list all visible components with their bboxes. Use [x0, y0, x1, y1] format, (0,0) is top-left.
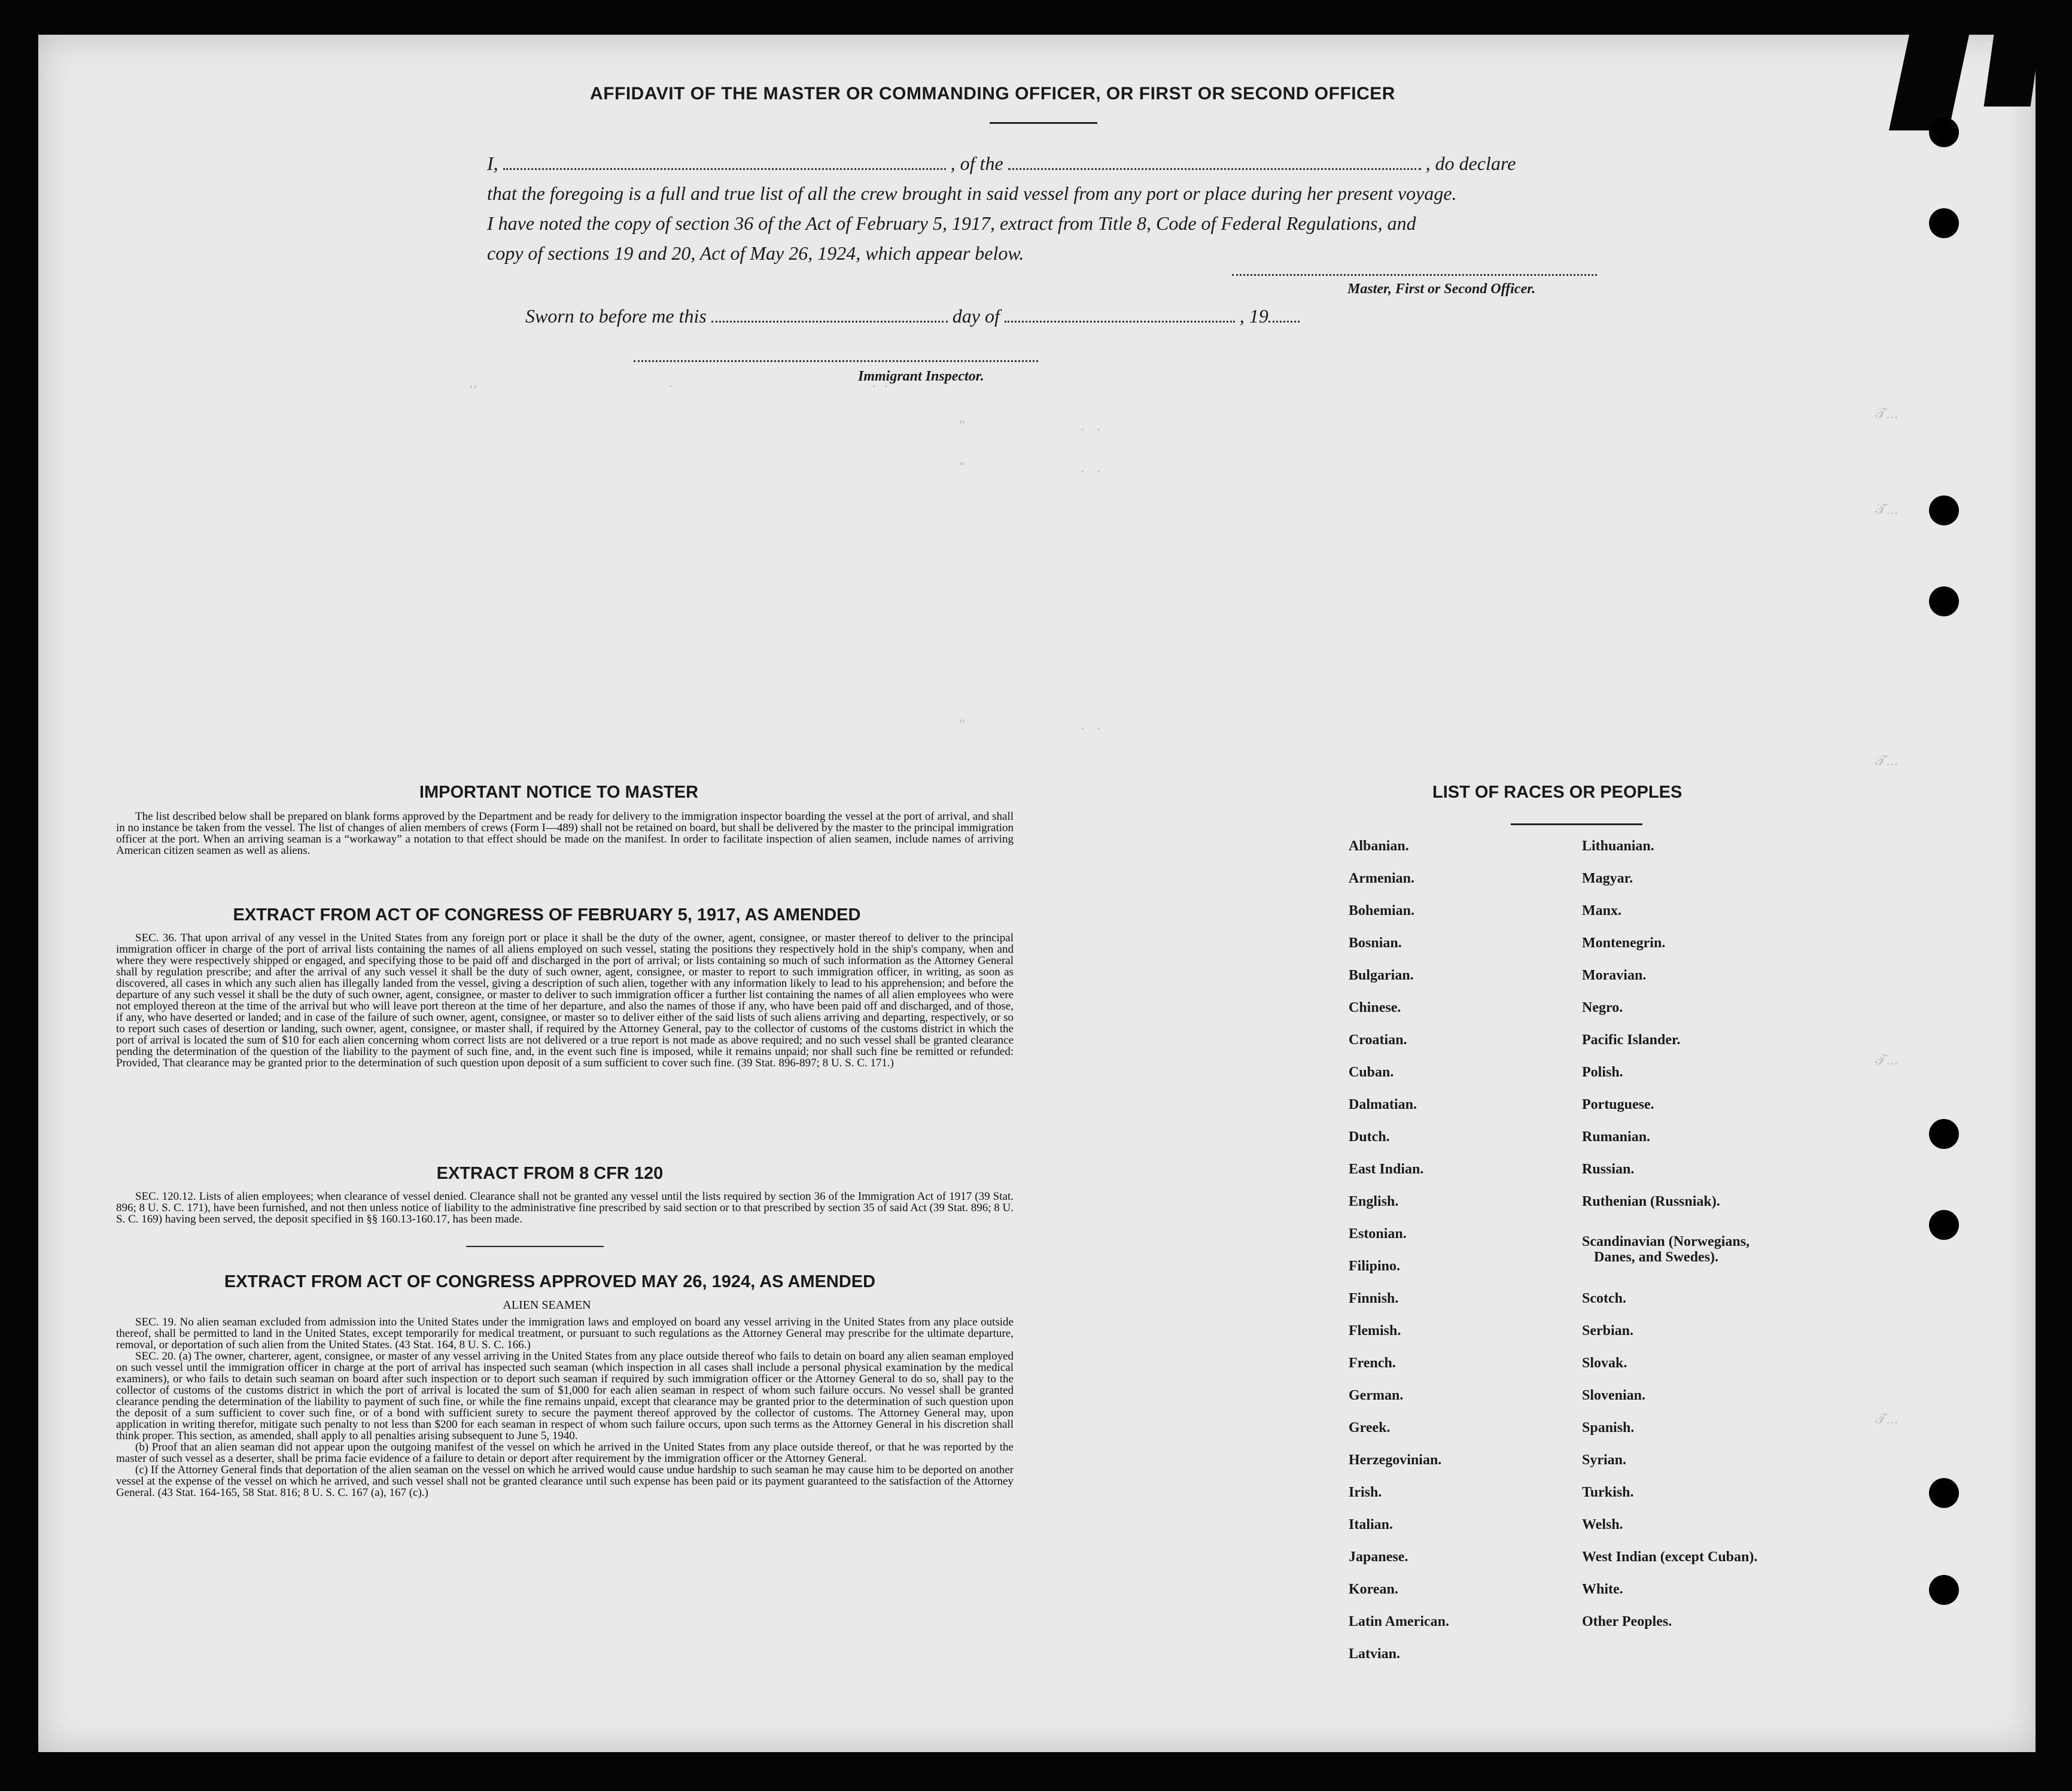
punch-hole [1929, 495, 1959, 525]
race-item: Portuguese. [1582, 1097, 1654, 1112]
race-item: West Indian (except Cuban). [1582, 1549, 1758, 1565]
race-item: Cuban. [1349, 1065, 1394, 1080]
punch-hole [1929, 117, 1959, 147]
affidavit-title: AFFIDAVIT OF THE MASTER OR COMMANDING OFFICER, OR FIRST OR SECOND OFFICER [590, 84, 1395, 104]
year-label: , 19 [1239, 305, 1268, 327]
race-item: Magyar. [1582, 871, 1633, 886]
sworn-day-field[interactable] [711, 305, 948, 323]
race-item: Polish. [1582, 1065, 1623, 1080]
race-item: Bohemian. [1349, 903, 1415, 919]
notice-title: IMPORTANT NOTICE TO MASTER [419, 783, 699, 802]
punch-hole [1929, 208, 1959, 238]
races-title: LIST OF RACES OR PEOPLES [1432, 783, 1682, 802]
sec-36-paragraph: SEC. 36. That upon arrival of any vessel in the United States from any foreign port or place it shall be the duty of the owner, agent, consignee, or master thereof to deliver to the principal immigration officer in charge of the port of arrival lists containing the names of all aliens employed on such vessel, stating the positions they respectively hold in the ship's company, when and where they were respectively shipped or engaged, and specifying those to be paid off and discharged in the port of arrival; or lists containing so much of such information as the Attorney General shall by regulation prescribe; and after the arrival of any such vessel it shall be the duty of such owner, agent, consignee, or master to report to such immigration officer, in writing, as soon as discovered, all cases in which any such alien has illegally landed from the vessel, giving a description of such alien, together with any information likely to lead to his apprehension; and before the departure of any such vessel it shall be the duty of such owner, agent, consignee, or master to deliver to such immigration officer a further list containing the names of all alien employees who were not employed thereon at the time of the arrival but who will leave port thereon at the time of her departure, and also the names of those if any, who have been paid off and discharged, and of those, if any, who have deserted or landed; and in case of the failure of such owner, agent, consignee, or master so to deliver either of the said lists of such aliens arriving and departing, respectively, or so to report such cases of desertion or landing, such owner, agent, consignee, or master shall, if required by the Attorney General, pay to the collector of customs of the customs district in which the port of arrival is located the sum of $10 for each alien concerning whom correct lists are not delivered or a true report is not made as above required; and no such vessel shall be granted clearance pending the determination of the question of the liability to the payment of such fine, and, in the event such fine is imposed, while it remains unpaid; nor shall such fine be remitted or refunded: Provided, That clearance may be granted prior to the determination of such question upon deposit of a sum sufficient to cover such fine. (39 Stat. 896-897; 8 U. S. C. 171.) [116, 932, 1014, 1069]
sec-120-12-paragraph: SEC. 120.12. Lists of alien employees; when clearance of vessel denied. Clearance shall not be granted any vessel until the lists required by section 36 of the Immigration Act of 1917 (39 Stat. 896; 8 U. S. C. 171), have been furnished, and not then unless notice of liability to the administrative fine prescribed by said section or to that prescribed by section 35 of said Act (39 Stat. 896; 8 U. S. C. 169) having been served, the deposit specified in §§ 160.13-160.17, has been made. [116, 1190, 1014, 1226]
race-item: Scandinavian (Norwegians, [1582, 1234, 1750, 1249]
sworn-line [525, 305, 1300, 327]
sec-20c-paragraph: (c) If the Attorney General finds that deportation of the alien seaman on the vessel on which he arrived would cause undue hardship to such seaman he may cause him to be deported on another vessel at the expense of the vessel on which he arrived, and such vessel shall not be granted clearance until such expense has been paid or its payment guaranteed to the satisfaction of the Attorney General. (43 Stat. 164-165, 58 Stat. 816; 8 U. S. C. 167 (a), 167 (c).) [116, 1464, 1014, 1499]
race-item: Montenegrin. [1582, 935, 1666, 951]
race-item: Turkish. [1582, 1485, 1634, 1500]
race-item: Slovenian. [1582, 1388, 1646, 1403]
race-item: English. [1349, 1194, 1399, 1209]
declaration-line-3: I have noted the copy of section 36 of the Act of February 5, 1917, extract from Title 8, Code of Federal Regulations, and [487, 212, 1416, 234]
race-item: Italian. [1349, 1517, 1393, 1532]
race-item: Spanish. [1582, 1420, 1635, 1436]
race-item: Danes, and Swedes). [1594, 1249, 1719, 1265]
race-item: Dutch. [1349, 1129, 1390, 1145]
punch-hole [1929, 1478, 1959, 1508]
race-item: Moravian. [1582, 968, 1647, 983]
race-item: Latin American. [1349, 1614, 1449, 1629]
extract-1924-subtitle: ALIEN SEAMEN [503, 1299, 591, 1312]
extract-1917-text [116, 932, 1014, 1069]
race-item: Croatian. [1349, 1032, 1407, 1048]
race-item: Chinese. [1349, 1000, 1401, 1015]
bleed-through-texture: ,, . . . " . . " . . " . . 𝒯... 𝒯... 𝒯... 𝒯... 𝒯... [469, 375, 1898, 1427]
i-label: I, [487, 153, 498, 174]
race-item: Filipino. [1349, 1258, 1401, 1274]
notice-text [116, 811, 1014, 856]
race-item: East Indian. [1349, 1161, 1424, 1177]
extract-cfr-text [116, 1191, 1014, 1225]
declaration-line-2: that the foregoing is a full and true list of all the crew brought in said vessel from any port or place during her present voyage. [487, 183, 1457, 204]
document-page [38, 35, 2036, 1752]
sec-20b-paragraph: (b) Proof that an alien seaman did not appear upon the outgoing manifest of the vessel on which he arrived in the United States from any place outside thereof, or that he was reported by the master of such vessel as a deserter, shall be prima facie evidence of a failure to detain or deport after requirement by the immigration officer or the Attorney General. [116, 1441, 1014, 1465]
declaration-line-4: copy of sections 19 and 20, Act of May 26, 1924, which appear below. [487, 242, 1024, 264]
race-item: Scotch. [1582, 1291, 1626, 1306]
title-underline [990, 122, 1097, 124]
extract-cfr-title: EXTRACT FROM 8 CFR 120 [436, 1164, 664, 1183]
punch-hole [1929, 586, 1959, 616]
sec-19-paragraph: SEC. 19. No alien seaman excluded from admission into the United States under the immigration laws and employed on board any vessel arriving in the United States from any place outside thereof, shall be permitted to land in the United States, except temporarily for medical treatment, or pursuant to such regulations as the Attorney General may prescribe for the ultimate departure, removal, or deportation of such alien from the United States. (43 Stat. 164, 8 U. S. C. 166.) [116, 1316, 1014, 1351]
extract-1917-title: EXTRACT FROM ACT OF CONGRESS OF FEBRUARY 5, 1917, AS AMENDED [233, 905, 861, 925]
name-field[interactable] [503, 153, 946, 170]
race-item: Flemish. [1349, 1323, 1401, 1339]
declaration-line-1 [487, 148, 1654, 178]
race-item: Greek. [1349, 1420, 1391, 1436]
race-item: Bulgarian. [1349, 968, 1414, 983]
race-item: Manx. [1582, 903, 1621, 919]
race-item: Welsh. [1582, 1517, 1623, 1532]
sworn-month-field[interactable] [1005, 305, 1235, 323]
race-item: Latvian. [1349, 1646, 1401, 1662]
declaration-text [487, 148, 1654, 268]
vessel-field[interactable] [1008, 153, 1421, 170]
notice-paragraph: The list described below shall be prepared on blank forms approved by the Department and be ready for delivery to the immigration inspector boarding the vessel at the port of arrival, and shall in no instance be taken from the vessel. The list of changes of alien members of crews (Form I—489) shall not be retained on board, but shall be delivered by the master to the principal immigration officer at the port. When an arriving seaman is a “workaway” a notation to that effect should be made on the manifest. In order to facilitate inspection of alien seamen, include names of arriving American citizen seamen as well as aliens. [116, 810, 1014, 857]
cfr-divider [466, 1246, 604, 1247]
inspector-signature-line[interactable] [634, 360, 1038, 362]
race-item: Armenian. [1349, 871, 1414, 886]
day-of-label: day of [952, 305, 1000, 327]
race-item: White. [1582, 1582, 1623, 1597]
race-item: German. [1349, 1388, 1404, 1403]
race-item: Pacific Islander. [1582, 1032, 1681, 1048]
race-item: Finnish. [1349, 1291, 1399, 1306]
sworn-label: Sworn to before me this [525, 305, 707, 327]
extract-1924-title: EXTRACT FROM ACT OF CONGRESS APPROVED MAY 26, 1924, AS AMENDED [224, 1272, 876, 1291]
punch-hole [1929, 1119, 1959, 1149]
race-item: Irish. [1349, 1485, 1382, 1500]
race-item: Rumanian. [1582, 1129, 1651, 1145]
master-signature-label: Master, First or Second Officer. [1347, 281, 1536, 297]
races-title-underline [1511, 823, 1642, 825]
of-the-label: , of the [950, 153, 1003, 174]
race-item: Lithuanian. [1582, 838, 1654, 854]
race-item: Dalmatian. [1349, 1097, 1417, 1112]
race-item: Russian. [1582, 1161, 1635, 1177]
extract-1924-text [116, 1316, 1014, 1498]
race-item: French. [1349, 1355, 1396, 1371]
race-item: Slovak. [1582, 1355, 1627, 1371]
race-item: Albanian. [1349, 838, 1409, 854]
race-item: Japanese. [1349, 1549, 1408, 1565]
inspector-signature-label: Immigrant Inspector. [858, 369, 984, 384]
race-item: Serbian. [1582, 1323, 1634, 1339]
sec-20a-paragraph: SEC. 20. (a) The owner, charterer, agent, consignee, or master of any vessel arriving in the United States from any place outside thereof who fails to detain on board any alien seaman employed on such vessel until the immigration officer in charge at the port of arrival has inspected such seaman (which inspection in all cases shall include a personal physical examination by the medical examiners), or who fails to detain such seaman on board after such inspection or to deport such seaman if required by such immigration officer or the Attorney General to do so, shall pay to the collector of customs of the customs district in which the port of arrival is located the sum of $1,000 for each alien seaman in respect of whom such failure occurs. No vessel shall be granted clearance pending the determination of the liability to payment of such fine, or while the fine remains unpaid, except that clearance may be granted prior to the determination of such question upon the deposit of a sum sufficient to cover such fine, or of a bond with sufficient surety to secure the payment thereof approved by the collector of customs. The Attorney General may, upon application in writing therefor, mitigate such penalty to not less than $200 for each seaman in respect of whom such failure occurs, upon such terms as the Attorney General in his discretion shall think proper. This section, as amended, shall apply to all penalties arising subsequent to June 5, 1940. [116, 1350, 1014, 1442]
race-item: Syrian. [1582, 1452, 1627, 1468]
race-item: Estonian. [1349, 1226, 1407, 1242]
race-item: Other Peoples. [1582, 1614, 1672, 1629]
master-signature-line[interactable] [1232, 274, 1597, 276]
race-item: Korean. [1349, 1582, 1398, 1597]
race-item: Herzegovinian. [1349, 1452, 1442, 1468]
punch-hole [1929, 1210, 1959, 1240]
sworn-year-field[interactable] [1268, 305, 1300, 323]
punch-hole [1929, 1575, 1959, 1605]
do-declare-label: , do declare [1425, 153, 1516, 174]
race-item: Ruthenian (Russniak). [1582, 1194, 1720, 1209]
race-item: Bosnian. [1349, 935, 1402, 951]
race-item: Negro. [1582, 1000, 1623, 1015]
